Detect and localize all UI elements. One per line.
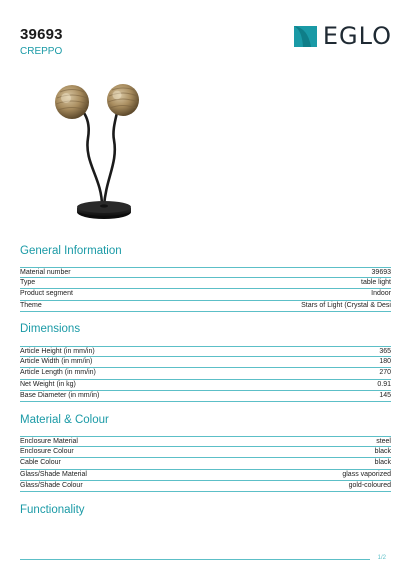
row-label: Glass/Shade Colour <box>20 481 83 489</box>
row-value: black <box>374 459 391 467</box>
eglo-logo-icon <box>294 26 317 47</box>
row-label: Material number <box>20 269 71 276</box>
table-row <box>20 267 391 278</box>
row-label: Article Width (in mm/in) <box>20 358 93 366</box>
row-label: Article Height (in mm/in) <box>20 348 95 355</box>
row-value: 0.91 <box>377 380 391 388</box>
table-row <box>20 368 391 379</box>
section-title-material: Material & Colour <box>20 414 109 426</box>
row-value: 365 <box>379 348 391 355</box>
table-row <box>20 289 391 300</box>
row-label: Enclosure Colour <box>20 448 74 456</box>
row-label: Type <box>20 279 36 287</box>
table-row <box>20 301 391 312</box>
row-value: Stars of Light (Crystal & Desi <box>301 301 391 309</box>
product-name: CREPPO <box>20 46 63 57</box>
section-title-functionality: Functionality <box>20 504 85 516</box>
row-value: black <box>374 448 391 456</box>
page-number: 1/2 <box>377 555 386 561</box>
row-value: 180 <box>379 358 391 366</box>
row-value: glass vaporized <box>342 470 391 478</box>
row-value: 270 <box>379 369 391 377</box>
row-label: Cable Colour <box>20 459 61 467</box>
row-label: Glass/Shade Material <box>20 470 87 478</box>
row-value: steel <box>376 438 391 445</box>
product-header <box>20 26 63 57</box>
logo-text: EGLO <box>322 22 392 50</box>
row-label: Net Weight (in kg) <box>20 380 76 388</box>
table-row <box>20 447 391 458</box>
row-label: Product segment <box>20 290 73 298</box>
row-value: table light <box>361 279 391 287</box>
table-row <box>20 470 391 481</box>
product-image <box>44 78 154 228</box>
table-row <box>20 458 391 469</box>
section-title-general: General Information <box>20 245 122 257</box>
eglo-logo <box>294 22 392 50</box>
row-label: Theme <box>20 301 42 309</box>
row-label: Base Diameter (in mm/in) <box>20 391 100 399</box>
material-colour-table <box>20 436 391 492</box>
table-row <box>20 346 391 357</box>
table-row <box>20 380 391 391</box>
dimensions-table <box>20 346 391 402</box>
section-title-dimensions: Dimensions <box>20 323 81 335</box>
row-value: 145 <box>379 391 391 399</box>
row-value: Indoor <box>371 290 391 298</box>
table-row <box>20 391 391 402</box>
table-row <box>20 278 391 289</box>
table-row <box>20 436 391 447</box>
footer-divider <box>20 559 370 560</box>
row-label: Enclosure Material <box>20 438 78 445</box>
row-value: 39693 <box>371 269 391 276</box>
general-info-table <box>20 267 391 312</box>
table-row <box>20 357 391 368</box>
article-number: 39693 <box>20 26 63 43</box>
row-value: gold-coloured <box>348 481 391 489</box>
table-row <box>20 481 391 492</box>
row-label: Article Length (in mm/in) <box>20 369 96 377</box>
